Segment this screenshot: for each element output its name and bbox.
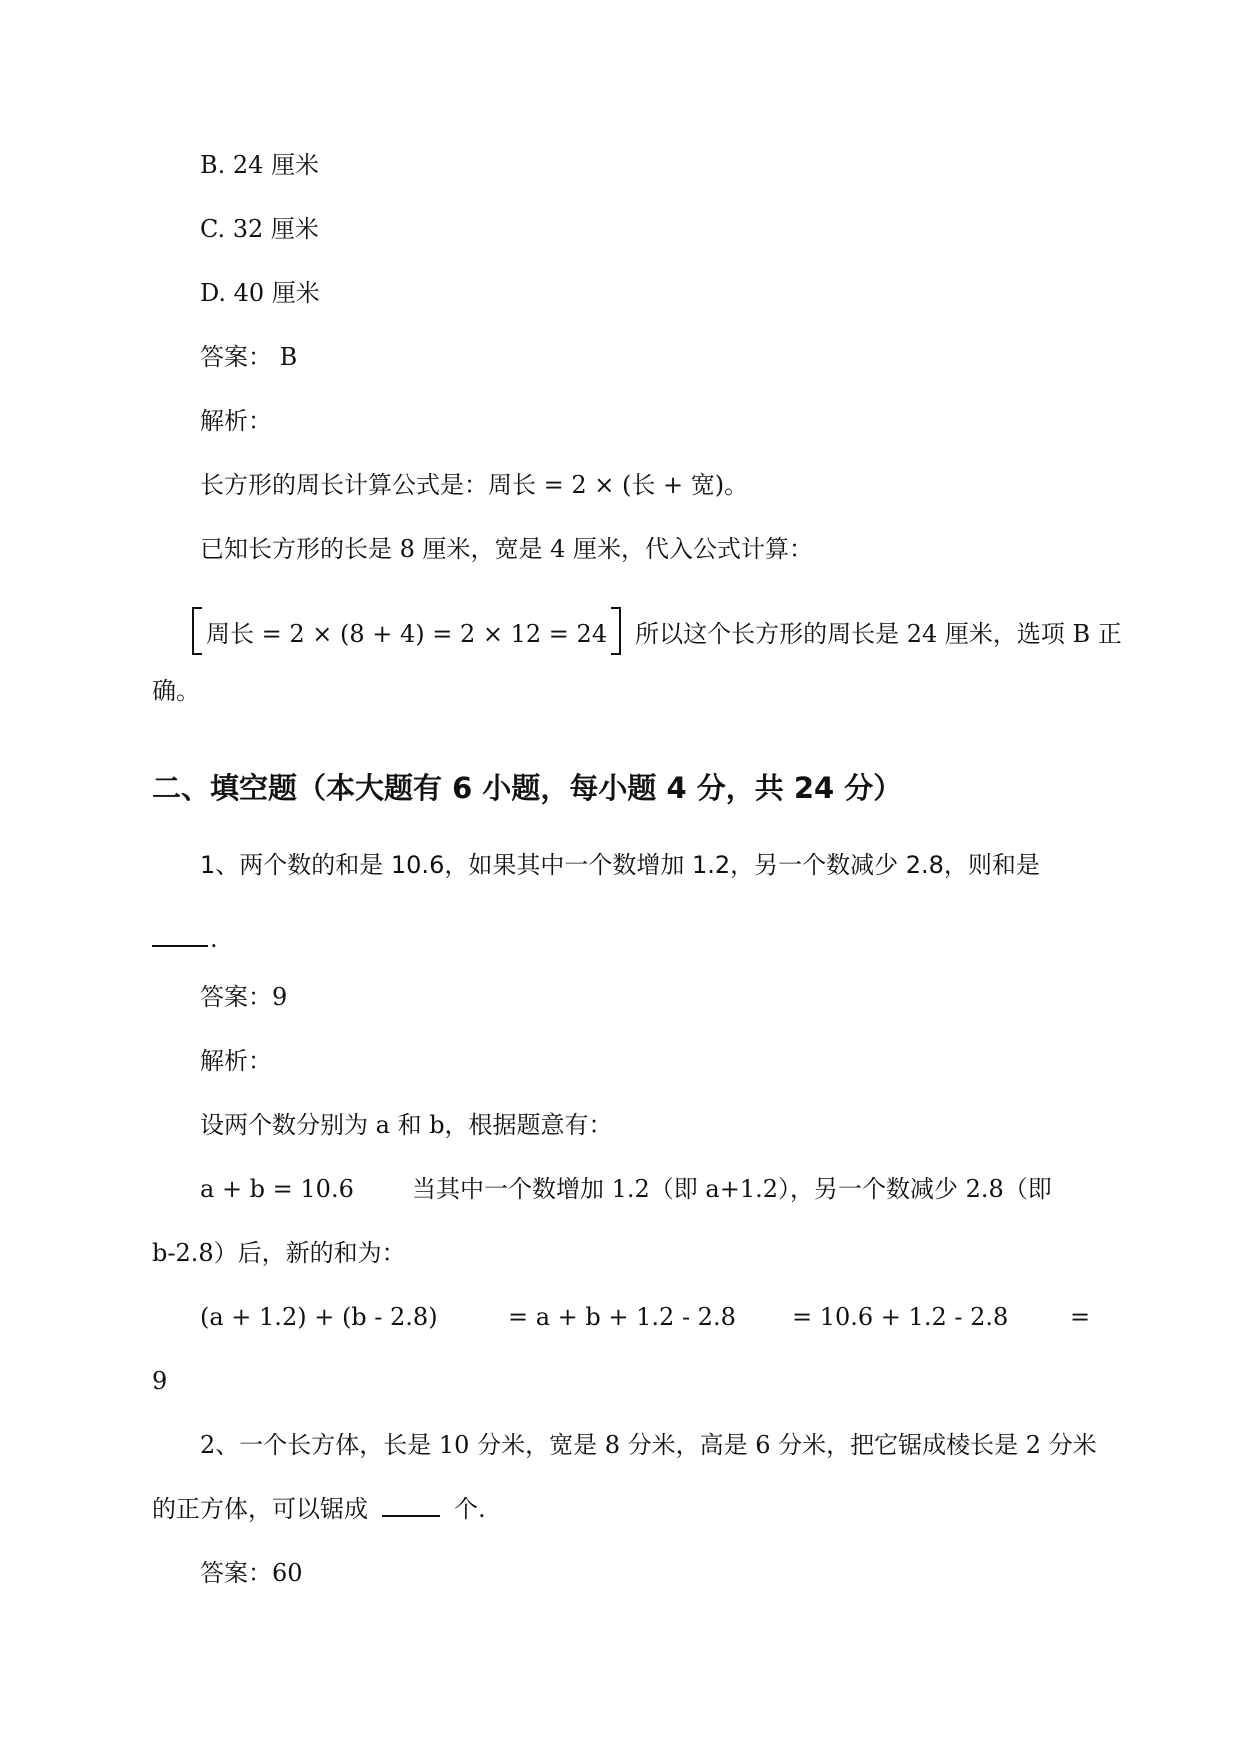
question-2-line2 [152, 1494, 486, 1524]
answer-prev: 答案： B [200, 343, 298, 371]
analysis-prev-line1: 长方形的周长计算公式是：周长 = 2 × (长 + 宽)。 [200, 471, 749, 499]
answer-blank-2 [382, 1495, 440, 1517]
analysis-1-step1: (a + 1.2) + (b - 2.8) [200, 1303, 438, 1331]
question-1-tail: . [210, 925, 218, 953]
analysis-label-prev: 解析： [200, 407, 272, 435]
right-bracket [611, 607, 621, 655]
perimeter-formula [192, 606, 1122, 656]
question-2-line2-start: 的正方体，可以锯成 [152, 1495, 368, 1523]
analysis-1-line3: b-2.8）后，新的和为： [152, 1239, 406, 1267]
conclusion-tail: 确。 [152, 677, 200, 705]
option-b: B. 24 厘米 [200, 151, 320, 179]
analysis-1-result: 9 [152, 1367, 168, 1395]
question-2-line2-end: 个. [454, 1495, 486, 1523]
conclusion-text: 所以这个长方形的周长是 24 厘米，选项 B 正 [635, 619, 1122, 648]
question-1: 1、两个数的和是 10.6，如果其中一个数增加 1.2，另一个数减少 2.8，则和是 [200, 851, 1040, 879]
analysis-1-step2: = a + b + 1.2 - 2.8 [508, 1303, 736, 1331]
answer-1: 答案：9 [200, 983, 288, 1011]
analysis-1-step3: = 10.6 + 1.2 - 2.8 [792, 1303, 1009, 1331]
formula-text: 周长 = 2 × (8 + 4) = 2 × 12 = 24 [206, 619, 608, 648]
analysis-label-1: 解析： [200, 1047, 272, 1075]
analysis-1-line1: 设两个数分别为 a 和 b，根据题意有： [200, 1111, 613, 1139]
question-2: 2、一个长方体，长是 10 分米，宽是 8 分米，高是 6 分米，把它锯成棱长是 2 分米 [200, 1431, 1097, 1459]
option-c: C. 32 厘米 [200, 215, 319, 243]
section-heading: 二、填空题（本大题有 6 小题，每小题 4 分，共 24 分） [152, 771, 903, 805]
left-bracket [192, 607, 202, 655]
analysis-1-eq: a + b = 10.6 [200, 1175, 354, 1203]
answer-2: 答案：60 [200, 1559, 303, 1587]
answer-blank-1 [152, 945, 208, 947]
analysis-1-line2: 当其中一个数增加 1.2（即 a+1.2），另一个数减少 2.8（即 [412, 1175, 1052, 1203]
analysis-prev-line2: 已知长方形的长是 8 厘米，宽是 4 厘米，代入公式计算： [200, 535, 814, 563]
analysis-1-step4: = [1070, 1303, 1091, 1331]
option-d: D. 40 厘米 [200, 279, 320, 307]
